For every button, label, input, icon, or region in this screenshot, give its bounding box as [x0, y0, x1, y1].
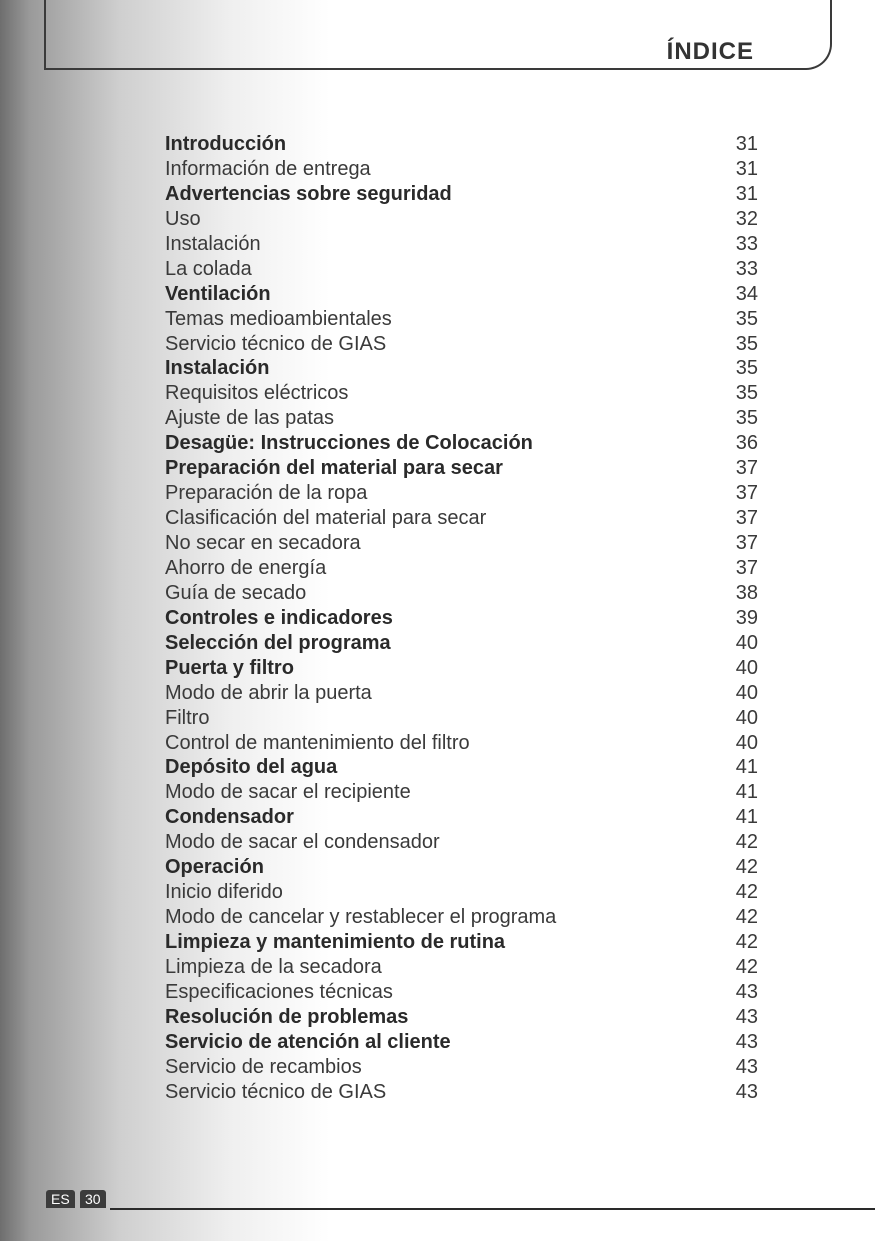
toc-entry-page: 40 — [735, 681, 758, 704]
toc-entry-title: La colada — [165, 257, 252, 280]
toc-entry-title: Limpieza y mantenimiento de rutina — [165, 931, 506, 953]
toc-entry — [165, 531, 758, 556]
toc-entry — [165, 1005, 758, 1030]
toc-entry — [165, 581, 758, 606]
toc-entry-page: 39 — [735, 606, 758, 629]
toc-entry-title: Clasificación del material para secar — [165, 507, 487, 530]
toc-entry-title: Limpieza de la secadora — [165, 955, 382, 978]
toc-entry — [165, 406, 758, 431]
page-number-badge: 30 — [80, 1190, 106, 1208]
toc-entry-page: 36 — [735, 432, 758, 455]
toc-entry — [165, 207, 758, 232]
toc-entry-page: 37 — [735, 556, 758, 579]
toc-entry-page: 41 — [735, 781, 758, 804]
toc-entry — [165, 681, 758, 706]
language-badge: ES — [46, 1190, 75, 1208]
toc-entry — [165, 930, 758, 955]
toc-entry-page: 35 — [735, 307, 758, 330]
toc-entry-title: Introducción — [165, 133, 287, 155]
toc-entry-title: Depósito del agua — [165, 756, 338, 779]
toc-entry — [165, 431, 758, 456]
toc-entry-page: 37 — [735, 482, 758, 505]
toc-entry-title: Servicio técnico de GIAS — [165, 1080, 387, 1103]
toc-entry — [165, 456, 758, 481]
toc-entry-title: Preparación de la ropa — [165, 482, 368, 505]
toc-entry — [165, 631, 758, 656]
toc-entry-title: Ajuste de las patas — [165, 407, 334, 430]
toc-entry-title: Temas medioambientales — [165, 307, 392, 330]
toc-entry — [165, 805, 758, 830]
toc-entry-page: 42 — [735, 856, 758, 879]
toc-entry-page: 31 — [735, 133, 758, 155]
toc-entry — [165, 855, 758, 880]
toc-entry-page: 43 — [735, 1080, 758, 1103]
toc-entry-title: Selección del programa — [165, 631, 391, 654]
toc-entry — [165, 1080, 758, 1105]
toc-entry-title: Modo de abrir la puerta — [165, 681, 372, 704]
toc-entry-page: 42 — [735, 831, 758, 854]
toc-entry-page: 40 — [735, 631, 758, 654]
toc-entry-page: 37 — [735, 532, 758, 554]
toc-entry-title: Inicio diferido — [165, 881, 283, 904]
toc-entry-page: 42 — [735, 931, 758, 953]
toc-entry-title: Información de entrega — [165, 157, 371, 180]
toc-entry-title: Ahorro de energía — [165, 556, 327, 579]
toc-entry — [165, 307, 758, 332]
toc-entry-title: Filtro — [165, 706, 210, 729]
toc-entry — [165, 755, 758, 780]
toc-entry-title: Advertencias sobre seguridad — [165, 182, 452, 205]
toc-entry — [165, 132, 758, 157]
toc-entry-page: 43 — [735, 1030, 758, 1053]
toc-entry-page: 31 — [735, 157, 758, 180]
toc-entry-page: 43 — [735, 980, 758, 1003]
toc-entry — [165, 980, 758, 1005]
toc-entry-title: Requisitos eléctricos — [165, 382, 349, 405]
toc-entry-title: Servicio técnico de GIAS — [165, 332, 387, 355]
toc-entry-page: 42 — [735, 881, 758, 904]
toc-entry — [165, 182, 758, 207]
toc-entry — [165, 706, 758, 731]
toc-entry-page: 38 — [735, 581, 758, 604]
toc-entry — [165, 880, 758, 905]
toc-entry-title: Operación — [165, 856, 264, 879]
toc-entry — [165, 332, 758, 357]
toc-entry-page: 33 — [735, 232, 758, 255]
toc-entry-page: 43 — [735, 1005, 758, 1028]
toc-entry-title: Desagüe: Instrucciones de Colocación — [165, 432, 533, 455]
toc-entry — [165, 905, 758, 930]
toc-entry-title: Modo de sacar el condensador — [165, 831, 440, 854]
toc-entry-title: Especificaciones técnicas — [165, 980, 393, 1003]
toc-entry — [165, 356, 758, 381]
toc-entry-page: 42 — [735, 906, 758, 929]
toc-entry — [165, 157, 758, 182]
toc-entry-page: 31 — [735, 182, 758, 205]
toc-entry-page: 40 — [735, 656, 758, 679]
toc-entry-page: 35 — [735, 357, 758, 380]
toc-entry — [165, 955, 758, 980]
toc-entry — [165, 656, 758, 681]
toc-entry — [165, 1055, 758, 1080]
toc-entry-page: 41 — [735, 806, 758, 829]
toc-entry-page: 37 — [735, 457, 758, 480]
toc-entry-title: Ventilación — [165, 282, 271, 305]
toc-entry — [165, 606, 758, 631]
footer-divider — [110, 1208, 875, 1210]
toc-entry — [165, 556, 758, 581]
toc-entry-title: Servicio de recambios — [165, 1055, 362, 1078]
toc-entry-title: Resolución de problemas — [165, 1005, 409, 1028]
toc-entry-page: 33 — [735, 257, 758, 280]
toc-entry-page: 37 — [735, 507, 758, 530]
toc-entry-page: 40 — [735, 731, 758, 754]
toc-entry — [165, 257, 758, 282]
toc-entry — [165, 1030, 758, 1055]
toc-entry-title: Guía de secado — [165, 581, 307, 604]
toc-entry-page: 35 — [735, 332, 758, 355]
toc-entry-title: Condensador — [165, 806, 294, 829]
toc-entry-page: 40 — [735, 706, 758, 729]
toc-entry-page: 34 — [735, 282, 758, 305]
toc-entry-title: No secar en secadora — [165, 532, 361, 554]
toc-entry — [165, 232, 758, 257]
toc-entry-title: Puerta y filtro — [165, 656, 294, 679]
toc-entry-title: Servicio de atención al cliente — [165, 1030, 451, 1053]
toc-entry-page: 42 — [735, 955, 758, 978]
toc-entry-title: Control de mantenimiento del filtro — [165, 731, 470, 754]
toc-entry — [165, 481, 758, 506]
toc-entry — [165, 282, 758, 307]
toc-entry-title: Uso — [165, 207, 201, 230]
toc-entry — [165, 830, 758, 855]
toc-entry — [165, 506, 758, 531]
toc-entry-page: 41 — [735, 756, 758, 779]
toc-entry — [165, 780, 758, 805]
toc-entry — [165, 381, 758, 406]
toc-entry-title: Preparación del material para secar — [165, 457, 503, 480]
toc-entry-title: Instalación — [165, 357, 270, 380]
toc-entry-page: 35 — [735, 382, 758, 405]
page-title: ÍNDICE — [666, 38, 754, 65]
toc-entry-title: Instalación — [165, 232, 261, 255]
toc-entry-page: 32 — [735, 207, 758, 230]
toc-entry — [165, 731, 758, 756]
table-of-contents — [165, 132, 758, 1105]
toc-entry-title: Controles e indicadores — [165, 606, 393, 629]
toc-entry-page: 35 — [735, 407, 758, 430]
toc-entry-title: Modo de cancelar y restablecer el programa — [165, 906, 557, 929]
toc-entry-page: 43 — [735, 1055, 758, 1078]
toc-entry-title: Modo de sacar el recipiente — [165, 781, 411, 804]
